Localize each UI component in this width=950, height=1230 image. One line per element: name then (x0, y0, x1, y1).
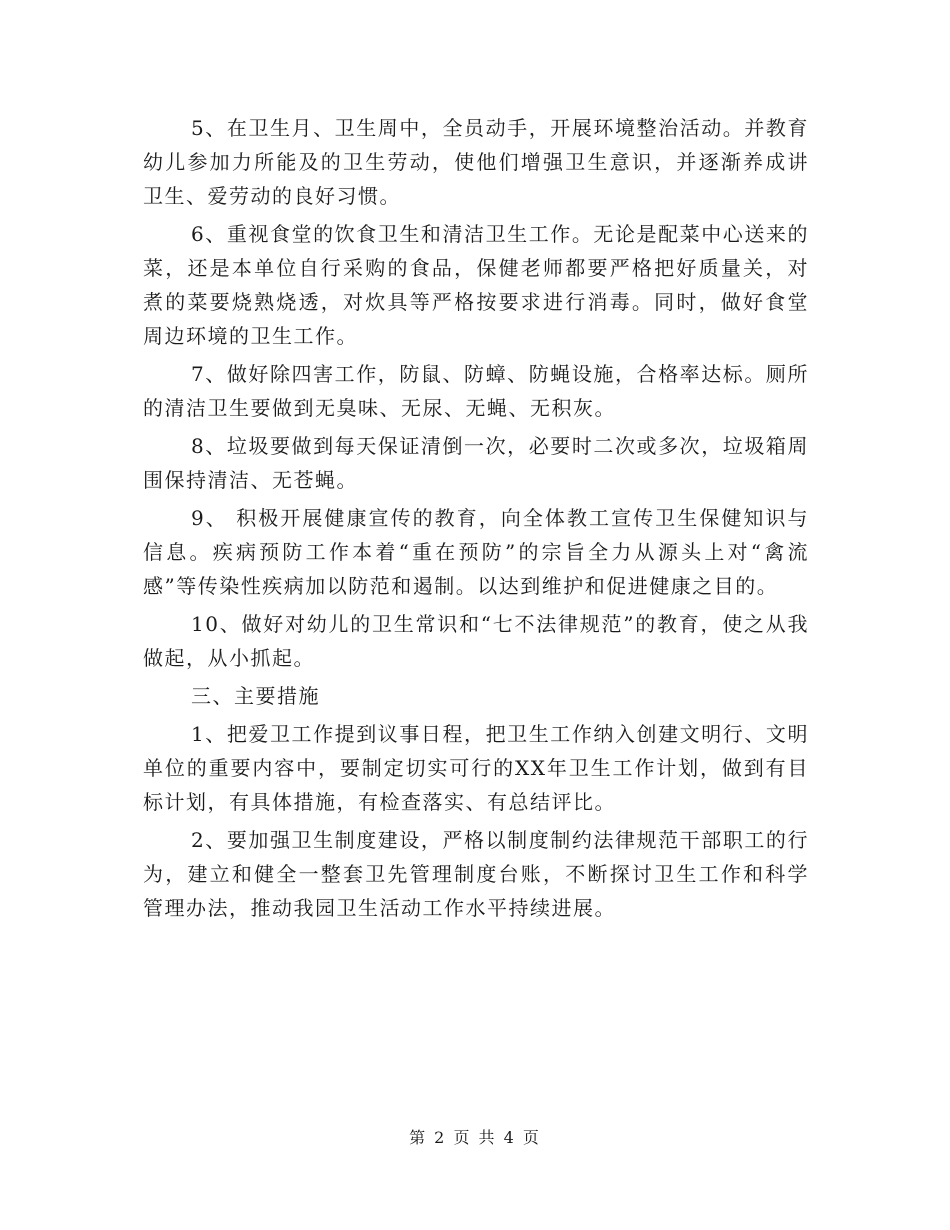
measure-item-1: 1、把爱卫工作提到议事日程，把卫生工作纳入创建文明行、文明单位的重要内容中，要制定切实可行的XX年卫生工作计划，做到有目标计划，有具体措施，有检查落实、有总结评比。 (143, 722, 809, 814)
document-body (143, 111, 809, 929)
paragraph-item-9: 9、 积极开展健康宣传的教育，向全体教工宣传卫生保健知识与信息。疾病预防工作本着“重在预防”的宗旨全力从源头上对“禽流感”等传染性疾病加以防范和遏制。以达到维护和促进健康之目的。 (143, 506, 809, 598)
paragraph-item-8: 8、垃圾要做到每天保证清倒一次，必要时二次或多次，垃圾箱周围保持清洁、无苍蝇。 (143, 434, 809, 492)
page-number-footer: 第 2 页 共 4 页 (409, 1128, 541, 1147)
section-heading: 三、主要措施 (191, 684, 320, 708)
paragraph-item-10: 10、做好对幼儿的卫生常识和“七不法律规范”的教育，使之从我做起，从小抓起。 (143, 612, 809, 670)
measure-item-2: 2、要加强卫生制度建设，严格以制度制约法律规范干部职工的行为，建立和健全一整套卫先管理制度台账，不断探讨卫生工作和科学管理办法，推动我园卫生活动工作水平持续进展。 (143, 828, 809, 920)
paragraph-item-7: 7、做好除四害工作，防鼠、防蟑、防蝇设施，合格率达标。厕所的清洁卫生要做到无臭味、无尿、无蝇、无积灰。 (143, 362, 809, 420)
paragraph-item-6: 6、重视食堂的饮食卫生和清洁卫生工作。无论是配菜中心送来的菜，还是本单位自行采购的食品，保健老师都要严格把好质量关，对煮的菜要烧熟烧透，对炊具等严格按要求进行消毒。同时，做好食堂周边环境的卫生工作。 (143, 222, 809, 348)
paragraph-item-5: 5、在卫生月、卫生周中，全员动手，开展环境整治活动。并教育幼儿参加力所能及的卫生劳动，使他们增强卫生意识，并逐渐养成讲卫生、爱劳动的良好习惯。 (143, 116, 809, 208)
